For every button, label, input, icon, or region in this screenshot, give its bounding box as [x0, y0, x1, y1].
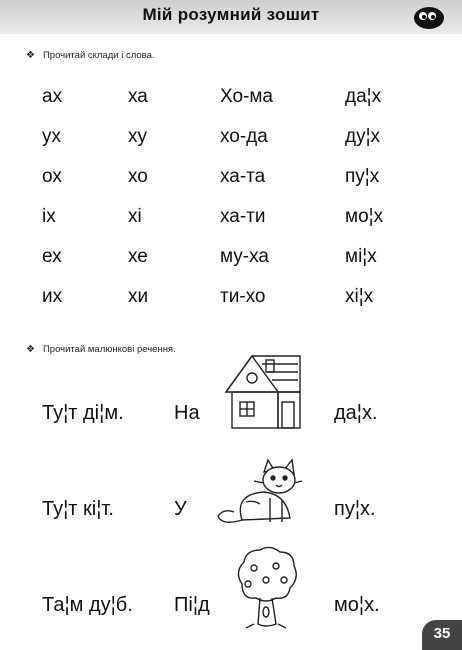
sentence-part: У: [174, 498, 187, 520]
sentence-part: пу¦х.: [334, 498, 376, 520]
header-bar: [0, 0, 462, 34]
word-cell: ха-та: [220, 166, 266, 187]
instruction-text: Прочитай малюнкові речення.: [42, 344, 176, 355]
syllable-cell: хі: [128, 206, 142, 227]
word-cell: мо¦х: [345, 206, 384, 227]
sentence-part: Ту¦т кі¦т.: [42, 498, 114, 520]
sentence-part: да¦х.: [334, 402, 378, 424]
word-cell: хо-да: [220, 126, 268, 147]
instruction-text: Прочитай склади і слова.: [42, 50, 155, 61]
sentence-part: На: [174, 402, 200, 424]
bug-mascot-icon: [412, 4, 446, 30]
syllable-cell: хи: [128, 286, 149, 307]
syllable-cell: ух: [42, 126, 61, 147]
word-cell: да¦х: [345, 86, 382, 107]
word-cell: му-ха: [220, 246, 269, 267]
bullet-icon: ❖: [26, 50, 35, 61]
syllable-cell: ха: [128, 86, 148, 107]
word-cell: ха-ти: [220, 206, 266, 227]
instruction-syllables: [26, 50, 155, 61]
word-cell: пу¦х: [345, 166, 380, 187]
page-title: Мій розумний зошит: [142, 5, 320, 24]
syllable-cell: ху: [128, 126, 147, 147]
syllable-cell: ах: [42, 86, 63, 107]
sentence-part: Пі¦д: [174, 594, 210, 616]
syllable-cell: іх: [42, 206, 56, 227]
cat-icon: [212, 456, 304, 532]
word-cell: Хо-ма: [220, 86, 273, 107]
instruction-picture-sentences: [26, 344, 176, 355]
sentence-part: Та¦м ду¦б.: [42, 594, 133, 616]
oak-tree-icon: [232, 544, 300, 630]
sentence-part: Ту¦т ді¦м.: [42, 402, 124, 424]
syllable-cell: их: [42, 286, 63, 307]
word-cell: хі¦х: [345, 286, 374, 307]
syllable-cell: ох: [42, 166, 62, 187]
word-cell: ти-хо: [220, 286, 266, 307]
word-cell: мі¦х: [345, 246, 377, 267]
syllable-cell: хе: [128, 246, 148, 267]
word-cell: ду¦х: [345, 126, 381, 147]
bullet-icon: ❖: [26, 344, 35, 355]
sentence-part: мо¦х.: [334, 594, 380, 616]
syllable-cell: хо: [128, 166, 148, 187]
page-number: 35: [422, 620, 462, 650]
house-icon: [222, 352, 304, 432]
syllable-cell: ех: [42, 246, 62, 267]
